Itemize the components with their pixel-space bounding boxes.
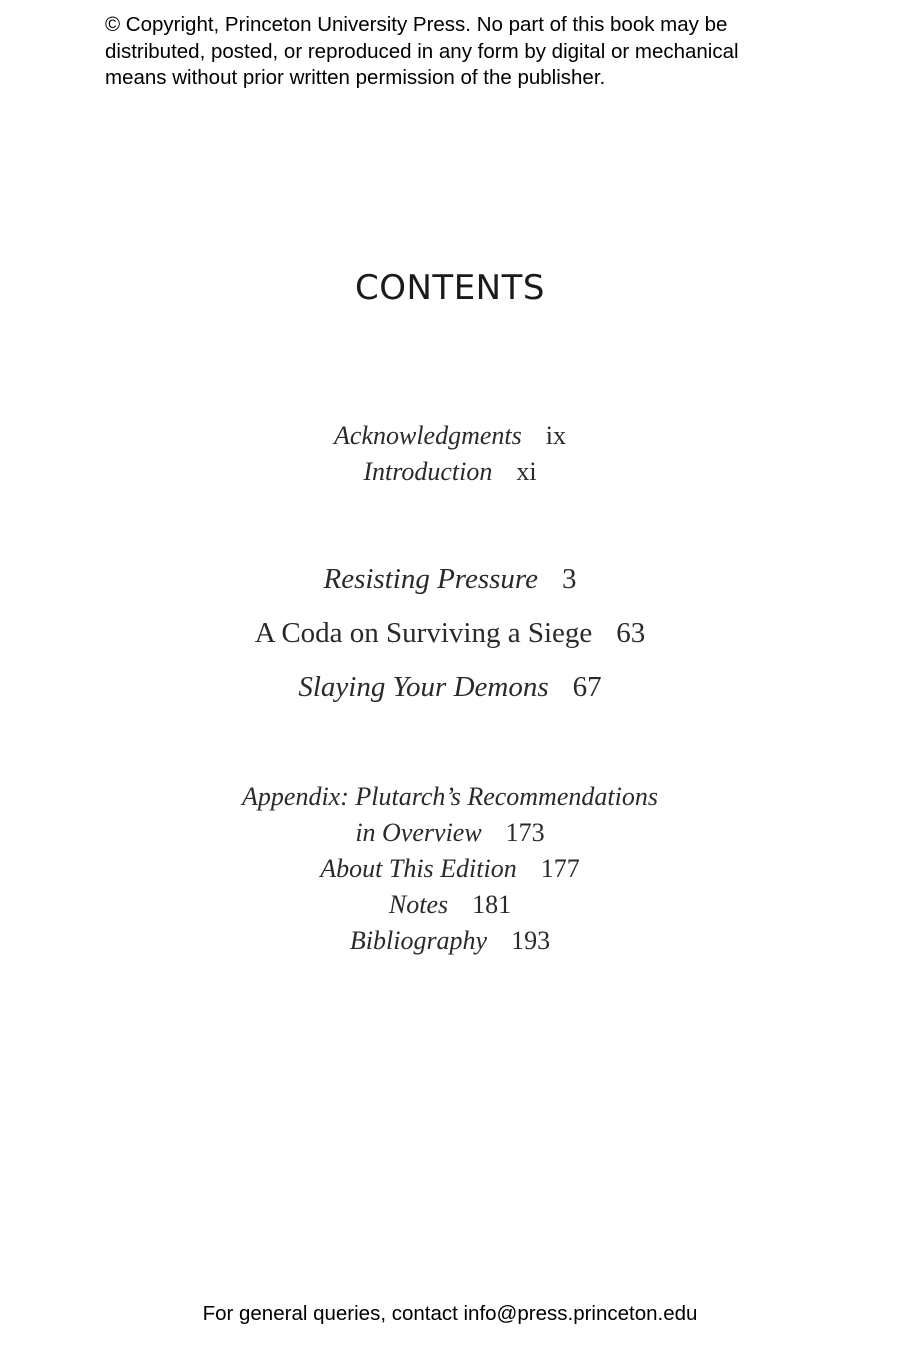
toc-entry-title: Resisting Pressure xyxy=(323,563,539,595)
toc-entry-title: About This Edition xyxy=(320,854,517,883)
toc-entry-title: Acknowledgments xyxy=(334,421,522,450)
toc-entry-acknowledgments xyxy=(0,421,900,451)
copyright-notice xyxy=(105,12,825,92)
toc-entry-title: Notes xyxy=(388,890,449,919)
copyright-line-3: means without prior written permission of the publisher. xyxy=(105,66,606,89)
toc-entry-about-edition xyxy=(0,854,900,884)
toc-entry-appendix-line-1 xyxy=(0,782,900,812)
toc-entry-page: 63 xyxy=(616,617,646,649)
footer-contact: For general queries, contact info@press.princeton.edu xyxy=(202,1302,698,1325)
page-title: CONTENTS xyxy=(355,268,545,308)
toc-entry-slaying-demons xyxy=(0,671,900,704)
toc-entry-page: xi xyxy=(516,457,537,486)
copyright-line-1: © Copyright, Princeton University Press. No part of this book may be xyxy=(105,13,728,36)
toc-entry-title: in Overview xyxy=(355,818,482,847)
toc-entry-resisting-pressure xyxy=(0,563,900,596)
toc-entry-title: Appendix: Plutarch’s Recommendations xyxy=(242,782,658,811)
toc-entry-title: A Coda on Surviving a Siege xyxy=(254,617,593,649)
toc-entry-bibliography xyxy=(0,926,900,956)
toc-entry-notes xyxy=(0,890,900,920)
toc-entry-coda-surviving-siege xyxy=(0,617,900,650)
toc-entry-title: Introduction xyxy=(363,457,493,486)
toc-entry-appendix-line-2 xyxy=(0,818,900,848)
copyright-line-2: distributed, posted, or reproduced in any form by digital or mechanical xyxy=(105,39,739,63)
toc-entry-page: 177 xyxy=(540,854,580,883)
toc-entry-page: 181 xyxy=(472,890,512,919)
toc-entry-title: Slaying Your Demons xyxy=(298,671,549,703)
toc-entry-introduction xyxy=(0,457,900,487)
toc-entry-page: 193 xyxy=(511,926,551,955)
toc-entry-page: 3 xyxy=(562,563,577,595)
toc-entry-page: ix xyxy=(545,421,566,450)
toc-entry-title: Bibliography xyxy=(349,926,488,955)
toc-entry-page: 173 xyxy=(505,818,545,847)
toc-entry-page: 67 xyxy=(572,671,602,703)
